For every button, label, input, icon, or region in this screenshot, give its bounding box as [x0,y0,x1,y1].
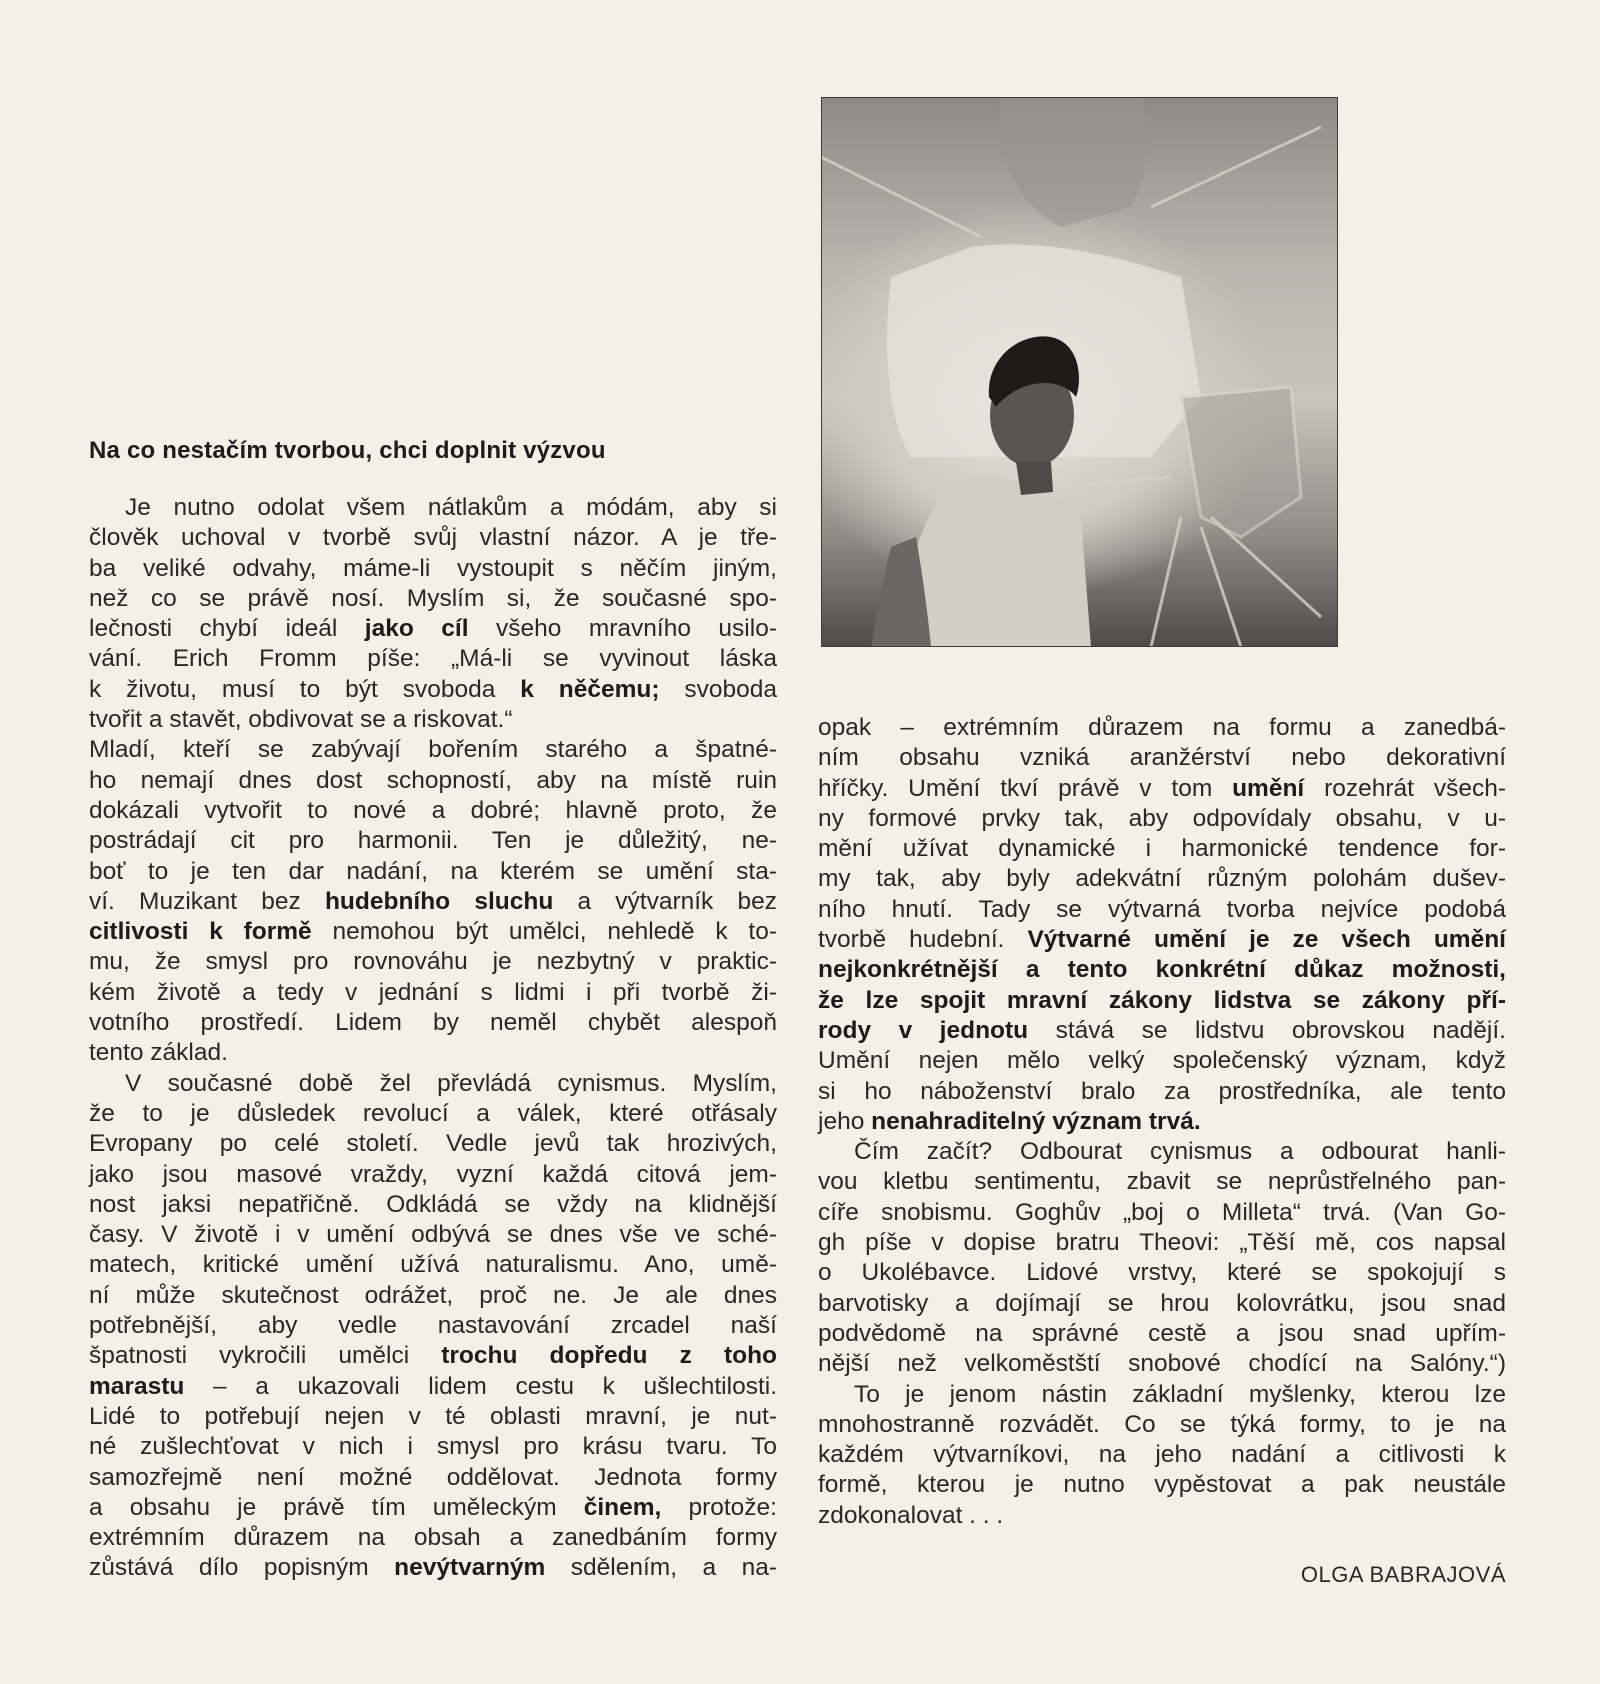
bold-text: hudebního sluchu [324,887,554,915]
text-line [818,804,1506,834]
bold-text: rody v jednotu [818,1016,1029,1044]
text-segment: formě, kterou je nutno vypěstovat a pak neustále [818,1471,1506,1499]
text-segment: kém životě a tedy v jednání s lidmi i při tvorbě ži- [89,978,777,1006]
text-segment: ny formové prvky tak, aby odpovídaly obsahu, v u- [818,804,1506,832]
text-segment: ho nemají dnes dost schopností, aby na místě ruin [89,766,777,794]
bold-text: nejkonkrétnější a tento konkrétní důkaz možnosti, [818,956,1506,984]
text-segment: protože: [661,1493,777,1521]
text-segment: tvořit a stavět, obdivovat se a riskovat.“ [89,706,513,734]
text-segment: né zušlechťovat v nich i smysl pro krásu tvaru. To [89,1433,777,1461]
text-segment: tvorbě hudební. [818,926,1028,954]
text-segment: špatnosti vykročili umělci [89,1342,442,1370]
article-column-left [89,493,777,1584]
text-line [89,1341,777,1371]
text-segment: Mladí, kteří se zabývají bořením starého a špatné- [89,736,777,764]
text-line [818,1137,1506,1167]
text-line [818,925,1506,955]
text-segment: každém výtvarníkovi, na jeho nadání a citlivosti k [818,1441,1506,1469]
text-line [89,978,777,1008]
bold-text: jako cíl [364,615,469,643]
text-segment: Umění nejen mělo velký společenský význam, když [818,1047,1506,1075]
text-line [818,1410,1506,1440]
text-segment: hříčky. Umění tkví právě v tom [818,774,1233,802]
text-line [89,523,777,553]
text-segment: rozehrát všech- [1304,774,1506,802]
text-line [818,1349,1506,1379]
text-segment: potřebnější, aby vedle nastavování zrcadel naší [89,1312,777,1340]
text-line [818,1319,1506,1349]
text-segment: zůstává dílo popisným [89,1554,395,1582]
bold-text: citlivosti k formě [89,918,312,946]
artist-photo [821,97,1338,647]
text-line [818,1289,1506,1319]
text-line [89,584,777,614]
text-line [89,1220,777,1250]
text-segment: nost jaksi nepatřičně. Odkládá se vždy na klidnější [89,1190,777,1218]
text-line [89,1493,777,1523]
text-line [89,947,777,977]
text-segment: ním obsahu vzniká aranžérství nebo dekorativní [818,744,1506,772]
text-line [818,955,1506,985]
text-segment: podvědomě na správné cestě a jsou snad upřím- [818,1319,1506,1347]
text-segment: vání. Erich Fromm píše: „Má-li se vyvinout láska [89,645,777,673]
text-line [818,1077,1506,1107]
text-segment: mnohostranně rozvádět. Co se týká formy, to je na [818,1410,1506,1438]
text-segment: samozřejmě není možné oddělovat. Jednota formy [89,1463,777,1491]
text-segment: k životu, musí to být svoboda [89,675,521,703]
text-line [818,1046,1506,1076]
text-segment: nemohou být umělci, nehledě k to- [311,918,777,946]
text-line [89,826,777,856]
photo-artwork [821,97,1338,647]
text-line [89,493,777,523]
bold-text: nenahraditelný význam trvá. [871,1107,1201,1135]
bold-text: umění [1232,774,1305,802]
text-line [89,1129,777,1159]
text-line [89,1038,777,1068]
text-segment: extrémním důrazem na obsah a zanedbáním formy [89,1524,777,1552]
text-segment: ba veliké odvahy, máme-li vystoupit s něčím jiným, [89,554,777,582]
text-line [818,1258,1506,1288]
text-segment: mu, že smysl pro rovnováhu je nezbytný v praktic- [89,948,777,976]
text-line [818,713,1506,743]
text-line [89,1523,777,1553]
text-segment: si ho náboženství bralo za prostředníka, ale tento [818,1077,1506,1105]
text-line [818,1107,1506,1137]
text-line [89,675,777,705]
text-segment: nější než velkoměstští snobové chodící na Salóny.“) [818,1350,1506,1378]
text-line [818,1228,1506,1258]
text-segment: To je jenom nástin základní myšlenky, kterou lze [854,1380,1506,1408]
text-line [89,857,777,887]
text-line [818,774,1506,804]
text-segment: že to je důsledek revolucí a válek, které otřásaly [89,1099,777,1127]
text-line [818,864,1506,894]
text-line [89,614,777,644]
text-segment: Evropany po celé století. Vedle jevů tak hrozivých, [89,1130,777,1158]
text-line [89,1281,777,1311]
text-segment: zdokonalovat . . . [818,1501,1004,1529]
bold-text: nevýtvarným [394,1554,546,1582]
text-segment: matech, kritické umění užívá naturalismu. Ano, umě- [89,1251,777,1279]
text-line [818,1440,1506,1470]
text-line [818,1198,1506,1228]
text-segment: my tak, aby byly adekvátní různým polohám dušev- [818,865,1506,893]
text-segment: postrádají cit pro harmonii. Ten je důležitý, ne- [89,827,777,855]
text-segment: V současné době žel převládá cynismus. Myslím, [125,1069,777,1097]
text-line [89,644,777,674]
text-line [818,986,1506,1016]
article-heading: Na co nestačím tvorbou, chci doplnit výzvou [89,437,606,464]
text-segment: a obsahu je právě tím uměleckým [89,1493,584,1521]
text-line [89,735,777,765]
bold-text: činem, [583,1493,662,1521]
bold-text: k něčemu; [520,675,660,703]
text-segment: člověk uchoval v tvorbě svůj vlastní názor. A je tře- [89,524,777,552]
text-line [89,705,777,735]
text-segment: jako jsou masové vraždy, vyzní každá citová jem- [89,1160,777,1188]
text-line [89,796,777,826]
text-segment: tento základ. [89,1039,228,1067]
text-segment: lečnosti chybí ideál [89,615,365,643]
text-line [89,1160,777,1190]
text-segment: časy. V životě i v umění odbývá se dnes vše ve sché- [89,1221,777,1249]
author-signature: OLGA BABRAJOVÁ [1300,1562,1506,1587]
text-line [89,1372,777,1402]
text-line [818,895,1506,925]
bold-text: marastu [89,1372,185,1400]
text-line [818,1380,1506,1410]
text-line [818,1470,1506,1500]
bold-text: že lze spojit mravní zákony lidstva se zákony pří- [818,986,1506,1014]
text-segment: barvotisky a dojímají se hrou kolovrátku, jsou snad [818,1289,1506,1317]
text-line [89,887,777,917]
text-line [89,1402,777,1432]
text-line [89,1099,777,1129]
text-segment: vou kletbu sentimentu, zbavit se neprůstřelného pan- [818,1168,1506,1196]
text-segment: svoboda [659,675,777,703]
text-segment: a výtvarník bez [553,887,777,915]
text-line [89,1311,777,1341]
text-line [89,1069,777,1099]
text-segment: ní může skutečnost odrážet, proč ne. Je ale dnes [89,1281,777,1309]
text-line [89,1190,777,1220]
text-segment: sdělením, a na- [545,1554,777,1582]
text-line [818,1016,1506,1046]
text-segment: Lidé to potřebují nejen v té oblasti mravní, je nut- [89,1402,777,1430]
text-line [89,1008,777,1038]
text-line [89,1463,777,1493]
article-column-right [818,713,1506,1531]
text-line [818,834,1506,864]
text-segment: všeho mravního usilo- [468,615,777,643]
text-line [89,1432,777,1462]
text-segment: gh píše v dopise bratru Theovi: „Těší mě, cos napsal [818,1229,1506,1257]
text-segment: Čím začít? Odbourat cynismus a odbourat hanli- [854,1138,1506,1166]
text-segment: opak – extrémním důrazem na formu a zanedbá- [818,714,1506,741]
text-line [818,1167,1506,1197]
text-segment: votního prostředí. Lidem by neměl chybět alespoň [89,1009,777,1037]
text-segment: stává se lidstvu obrovskou nadějí. [1028,1016,1506,1044]
text-segment: Je nutno odolat všem nátlakům a módám, aby si [125,494,777,521]
text-line [89,1553,777,1583]
text-line [89,917,777,947]
text-segment: než co se právě nosí. Myslím si, že současné spo- [89,584,777,612]
text-line [89,1250,777,1280]
text-line [818,743,1506,773]
bold-text: Výtvarné umění je ze všech umění [1027,926,1506,954]
text-segment: dokázali vytvořit to nové a dobré; hlavně proto, že [89,796,777,824]
text-segment: – a ukazovali lidem cestu k ušlechtilosti. [184,1372,777,1400]
text-line [89,766,777,796]
text-segment: cíře snobismu. Goghův „boj o Milleta“ trvá. (Van Go- [818,1198,1506,1226]
text-line [89,554,777,584]
text-segment: o Ukolébavce. Lidové vrstvy, které se spokojují s [818,1259,1506,1287]
text-segment: mění užívat dynamické i harmonické tendence for- [818,835,1506,863]
text-segment: ví. Muzikant bez [89,887,325,915]
bold-text: trochu dopředu z toho [441,1342,777,1370]
text-segment: ního hnutí. Tady se výtvarná tvorba nejvíce podobá [818,895,1506,923]
text-line [818,1501,1506,1531]
text-segment: boť to je ten dar nadání, na kterém se umění sta- [89,857,777,885]
text-segment: jeho [818,1107,872,1135]
